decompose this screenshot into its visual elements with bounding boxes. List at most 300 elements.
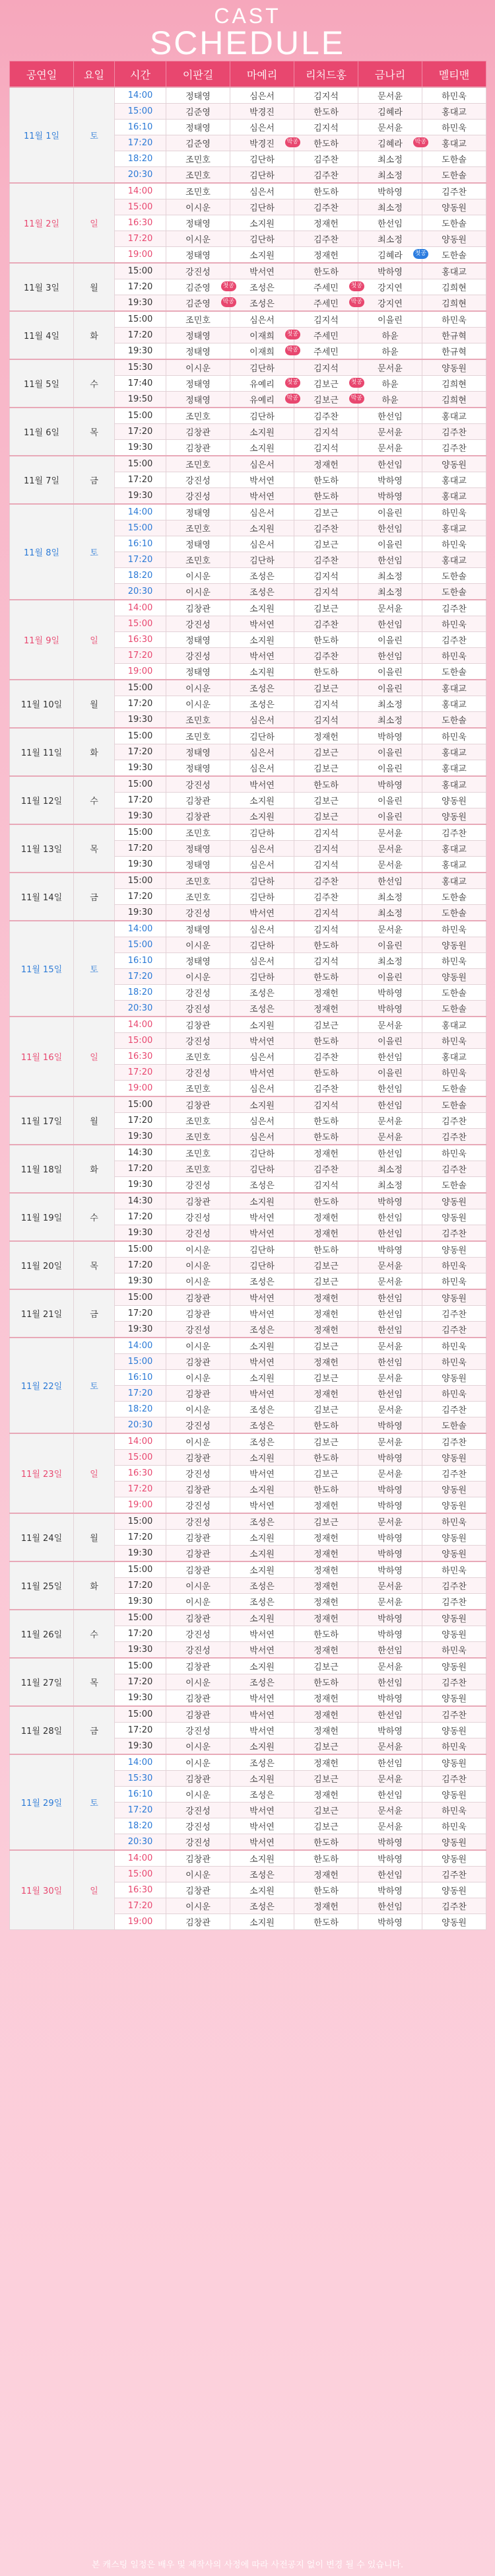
performance-date: 11월 15일	[10, 921, 74, 1017]
cast-name	[294, 295, 362, 312]
show-time	[115, 793, 166, 808]
col-header-date: 공연일	[10, 61, 74, 88]
show-time	[115, 760, 166, 777]
cast-name-text: 박하영	[378, 1838, 403, 1848]
cast-name-text: 박서연	[249, 1294, 275, 1304]
cast-name	[230, 151, 294, 167]
cast-name	[230, 1209, 294, 1225]
cast-name	[358, 985, 422, 1001]
cast-name	[294, 808, 358, 825]
cast-name-text: 양동원	[442, 1534, 467, 1544]
cast-name	[294, 568, 358, 584]
cast-name-text: 김창관	[185, 1694, 211, 1704]
cast-name	[166, 1642, 230, 1659]
cast-name	[294, 488, 358, 505]
cast-name-text: 김창관	[185, 1566, 211, 1576]
show-time	[115, 1402, 166, 1417]
cast-name-text: 김창관	[185, 1390, 211, 1400]
cast-name	[358, 1706, 422, 1723]
performance-weekday: 화	[74, 1561, 115, 1610]
table-row	[10, 456, 486, 472]
cast-name	[358, 1850, 422, 1867]
cast-name-text: 강진성	[185, 1181, 211, 1191]
cast-name	[230, 1338, 294, 1354]
cast-name	[166, 1258, 230, 1273]
cast-name-text: 한선임	[378, 620, 403, 630]
cast-name-text: 박서연	[249, 1807, 275, 1816]
cast-name	[358, 841, 422, 857]
cast-name	[166, 1065, 230, 1081]
cast-name	[358, 1690, 422, 1707]
cast-name-text: 한도하	[314, 1485, 339, 1495]
cast-name-text: 박서연	[249, 1069, 275, 1079]
cast-name	[166, 1658, 230, 1674]
cast-name	[358, 1898, 422, 1914]
cast-name	[358, 504, 422, 520]
cast-name-text: 심은서	[249, 460, 275, 470]
cast-name	[294, 328, 358, 343]
show-time-text: 19:00	[127, 1500, 153, 1510]
cast-name	[294, 584, 358, 600]
cast-name	[422, 1193, 486, 1209]
show-time	[115, 1914, 166, 1930]
show-time-text: 15:00	[127, 106, 153, 116]
cast-name-text: 이시운	[185, 364, 211, 374]
cast-name	[166, 1818, 230, 1834]
cast-name	[230, 1658, 294, 1674]
cast-name	[358, 1289, 422, 1306]
cast-name	[166, 937, 230, 953]
cast-name	[294, 1898, 358, 1914]
performance-weekday: 금	[74, 456, 115, 504]
cast-name	[294, 408, 358, 424]
cast-name	[230, 1402, 294, 1417]
show-time-text: 15:30	[127, 1773, 153, 1783]
cast-name-text: 김지석	[314, 716, 339, 726]
show-time	[115, 1658, 166, 1674]
show-time	[115, 696, 166, 712]
cast-name-text: 박하영	[378, 781, 403, 791]
cast-name	[230, 1898, 294, 1914]
cast-name-text: 정태영	[185, 251, 211, 261]
cast-name	[358, 921, 422, 937]
cast-name-text: 심은서	[249, 1133, 275, 1143]
cast-name-text: 한도하	[314, 1454, 339, 1464]
cast-name-text: 최소정	[378, 700, 403, 710]
cast-name	[294, 905, 358, 921]
show-time-text: 15:00	[127, 828, 153, 838]
cast-name	[294, 311, 358, 328]
cast-name	[422, 536, 486, 552]
cast-name	[422, 1738, 486, 1755]
cast-name	[422, 1754, 486, 1771]
cast-name-text: 소지원	[249, 1454, 275, 1464]
cast-name	[230, 616, 294, 632]
show-time	[115, 392, 166, 408]
cast-name-text: 양동원	[442, 812, 467, 822]
table-row	[10, 921, 486, 937]
cast-name	[230, 488, 294, 505]
cast-name	[166, 104, 230, 120]
cast-name-text: 문서윤	[378, 1262, 403, 1271]
cast-name	[230, 1370, 294, 1386]
cast-name-text: 정재헌	[314, 1501, 339, 1511]
cast-name-text: 한선임	[378, 1390, 403, 1400]
cast-name-text: 소지원	[249, 1614, 275, 1624]
cast-name	[422, 1289, 486, 1306]
cast-name-text: 심은서	[249, 861, 275, 871]
show-time	[115, 712, 166, 729]
cast-name-text: 도한솔	[442, 572, 467, 582]
cast-name	[230, 87, 294, 104]
cast-name	[422, 1882, 486, 1898]
cast-name-text: 소지원	[249, 1485, 275, 1495]
cast-name-text: 소지원	[249, 524, 275, 534]
show-time	[115, 1081, 166, 1097]
show-time	[115, 1273, 166, 1290]
cast-name	[230, 873, 294, 889]
cast-name	[422, 1850, 486, 1867]
performance-weekday: 토	[74, 1754, 115, 1850]
cast-name	[166, 1049, 230, 1065]
cast-name-text: 김주찬	[314, 620, 339, 630]
cast-name	[166, 1882, 230, 1898]
show-time-text: 15:00	[127, 876, 153, 886]
cast-name	[230, 1466, 294, 1482]
cast-name	[358, 1610, 422, 1626]
show-time-text: 15:00	[127, 459, 153, 469]
cast-name	[166, 1161, 230, 1177]
cast-name	[294, 1370, 358, 1386]
cast-name	[422, 311, 486, 328]
cast-name-text: 한도하	[314, 1855, 339, 1865]
cast-name	[166, 969, 230, 985]
cast-name	[358, 87, 422, 104]
performance-badge: 첫공	[285, 378, 300, 388]
cast-name	[358, 712, 422, 729]
cast-name-text: 강진성	[185, 1822, 211, 1832]
performance-weekday: 월	[74, 263, 115, 311]
cast-name-text: 정태영	[185, 764, 211, 774]
performance-date: 11월 16일	[10, 1017, 74, 1096]
cast-name-text: 양동원	[442, 1663, 467, 1672]
cast-name	[230, 969, 294, 985]
cast-name-text: 정태영	[185, 347, 211, 357]
cast-name	[422, 1626, 486, 1642]
cast-name-text: 한선임	[378, 1294, 403, 1304]
cast-name	[422, 408, 486, 424]
show-time	[115, 776, 166, 793]
cast-name	[294, 424, 358, 440]
cast-name	[358, 376, 422, 392]
cast-name	[422, 1818, 486, 1834]
cast-name-text: 박서연	[249, 1229, 275, 1239]
show-time	[115, 1113, 166, 1129]
cast-name-text: 김창관	[185, 1021, 211, 1031]
cast-name-text: 조민호	[185, 1085, 211, 1094]
cast-name	[422, 359, 486, 376]
cast-name	[422, 488, 486, 505]
table-row	[10, 1610, 486, 1626]
performance-weekday: 월	[74, 1096, 115, 1145]
cast-name	[230, 1386, 294, 1402]
title-cast: CAST	[214, 4, 281, 28]
cast-name-text: 소지원	[249, 428, 275, 438]
cast-name-text: 강진성	[185, 652, 211, 662]
cast-name-text: 문서윤	[378, 1822, 403, 1832]
cast-name	[230, 311, 294, 328]
show-time-text: 17:20	[127, 1067, 153, 1077]
cast-name	[166, 648, 230, 664]
show-time	[115, 921, 166, 937]
cast-name-text: 심은서	[249, 1117, 275, 1127]
show-time-text: 15:00	[127, 1244, 153, 1254]
show-time	[115, 104, 166, 120]
cast-name	[358, 1081, 422, 1097]
cast-name	[230, 712, 294, 729]
cast-name	[230, 456, 294, 472]
cast-name-text: 정태영	[185, 925, 211, 935]
cast-name-text: 김창관	[185, 1663, 211, 1672]
cast-name-text: 김단하	[249, 364, 275, 374]
cast-name	[166, 1113, 230, 1129]
cast-name-text: 정재헌	[314, 1550, 339, 1559]
cast-name-text: 강진성	[185, 1326, 211, 1336]
cast-name	[230, 793, 294, 808]
cast-name	[294, 359, 358, 376]
cast-name-text: 양동원	[442, 941, 467, 951]
cast-name	[166, 1225, 230, 1242]
performance-date: 11월 2일	[10, 183, 74, 263]
cast-name-text: 양동원	[442, 1759, 467, 1769]
cast-name	[166, 1787, 230, 1803]
cast-name-text: 문서윤	[378, 1342, 403, 1352]
cast-name	[230, 1850, 294, 1867]
cast-name	[294, 953, 358, 969]
cast-name	[358, 199, 422, 215]
performance-date: 11월 4일	[10, 311, 74, 359]
show-time-text: 17:20	[127, 138, 153, 148]
cast-name	[166, 696, 230, 712]
cast-name-text: 양동원	[442, 1855, 467, 1865]
cast-name-text: 양동원	[442, 1294, 467, 1304]
show-time-text: 18:20	[127, 1404, 153, 1414]
cast-name	[422, 1273, 486, 1290]
show-time-text: 17:20	[127, 1805, 153, 1815]
cast-name-text: 김보근	[314, 509, 339, 519]
cast-name-text: 조성은	[249, 1438, 275, 1448]
cast-name-text: 박서연	[249, 1822, 275, 1832]
cast-name	[230, 536, 294, 552]
cast-name-text: 김혜라	[378, 251, 403, 261]
cast-name-text: 강진성	[185, 476, 211, 486]
cast-name-text: 박서연	[249, 492, 275, 502]
show-time-text: 19:30	[127, 1180, 153, 1190]
cast-name	[166, 680, 230, 696]
cast-name-text: 박하영	[378, 1246, 403, 1256]
cast-name-text: 홍대교	[442, 412, 467, 422]
cast-name	[422, 1145, 486, 1161]
cast-name	[166, 1177, 230, 1194]
cast-name-text: 문서윤	[378, 845, 403, 855]
cast-name	[422, 1497, 486, 1514]
cast-name-text: 조성은	[249, 1678, 275, 1688]
show-time-text: 14:00	[127, 186, 153, 196]
cast-name-text: 박하영	[378, 188, 403, 197]
cast-name	[230, 1193, 294, 1209]
col-header-time: 시간	[115, 61, 166, 88]
cast-name-text: 문서윤	[378, 1775, 403, 1785]
show-time-text: 15:00	[127, 1452, 153, 1462]
cast-name-text: 심은서	[249, 716, 275, 726]
performance-weekday: 금	[74, 1706, 115, 1754]
cast-name-text: 홍대교	[442, 700, 467, 710]
cast-name-text: 정재헌	[314, 1871, 339, 1880]
cast-name-text: 하윤	[381, 347, 399, 357]
cast-name	[422, 1001, 486, 1017]
cast-name-text: 김창관	[185, 1534, 211, 1544]
cast-name-text: 문서윤	[378, 1374, 403, 1384]
cast-name-text: 조성은	[249, 572, 275, 582]
cast-name	[358, 1546, 422, 1562]
cast-name	[230, 1690, 294, 1707]
show-time-text: 19:30	[127, 1741, 153, 1751]
cast-name-text: 소지원	[249, 1550, 275, 1559]
cast-name	[166, 440, 230, 456]
cast-name-text: 하민욱	[442, 1262, 467, 1271]
cast-name-text: 이시운	[185, 588, 211, 598]
cast-name	[422, 1594, 486, 1610]
show-time-text: 16:30	[127, 1468, 153, 1478]
cast-name-text: 도한솔	[442, 155, 467, 165]
cast-name	[166, 151, 230, 167]
show-time-text: 17:20	[127, 282, 153, 292]
cast-name-text: 박하영	[378, 1198, 403, 1207]
cast-name	[230, 1322, 294, 1338]
cast-name-text: 심은서	[249, 748, 275, 758]
cast-name	[358, 1738, 422, 1755]
cast-name-text: 김주찬	[314, 524, 339, 534]
show-time	[115, 1258, 166, 1273]
show-time	[115, 1834, 166, 1851]
performance-badge: 막공	[349, 394, 364, 404]
cast-name	[230, 504, 294, 520]
cast-name	[358, 1225, 422, 1242]
cast-name	[166, 616, 230, 632]
show-time	[115, 1241, 166, 1258]
performance-date: 11월 8일	[10, 504, 74, 600]
show-time	[115, 199, 166, 215]
cast-name	[422, 1402, 486, 1417]
performance-weekday: 수	[74, 776, 115, 824]
cast-name	[294, 680, 358, 696]
cast-name-text: 문서윤	[378, 1598, 403, 1608]
cast-name	[358, 600, 422, 616]
show-time-text: 17:20	[127, 330, 153, 340]
cast-name	[422, 1065, 486, 1081]
cast-name	[358, 1306, 422, 1322]
cast-name	[166, 1898, 230, 1914]
col-header-role-4: 금나리	[358, 61, 422, 88]
cast-name	[166, 857, 230, 873]
cast-name	[294, 1513, 358, 1530]
show-time	[115, 632, 166, 648]
show-time-text: 16:30	[127, 218, 153, 228]
cast-name	[294, 135, 358, 151]
cast-name	[358, 696, 422, 712]
cast-name-text: 이시운	[185, 1342, 211, 1352]
cast-name	[422, 1561, 486, 1578]
cast-name-text: 김단하	[249, 235, 275, 245]
cast-name-text: 김준영	[185, 299, 211, 309]
cast-name-text: 심은서	[249, 188, 275, 197]
cast-name-text: 홍대교	[442, 492, 467, 502]
show-time	[115, 1033, 166, 1049]
cast-name-text: 정재헌	[314, 1358, 339, 1368]
show-time	[115, 408, 166, 424]
cast-name	[294, 985, 358, 1001]
performance-badge: 막공	[285, 345, 300, 355]
cast-name-text: 도한솔	[442, 1085, 467, 1094]
cast-name-text: 도한솔	[442, 1181, 467, 1191]
show-time	[115, 1867, 166, 1882]
cast-name	[294, 824, 358, 841]
table-row	[10, 1289, 486, 1306]
cast-name	[294, 1001, 358, 1017]
cast-name	[358, 247, 426, 264]
cast-name	[166, 600, 230, 616]
cast-name	[230, 1642, 294, 1659]
cast-name	[166, 921, 230, 937]
cast-name-text: 조성은	[249, 684, 275, 694]
show-time	[115, 1338, 166, 1354]
cast-name-text: 하민욱	[442, 733, 467, 742]
cast-name	[166, 1497, 230, 1514]
cast-name	[230, 1433, 294, 1450]
show-time-text: 17:20	[127, 1532, 153, 1542]
show-time	[115, 1193, 166, 1209]
cast-name-text: 정재헌	[314, 1310, 339, 1320]
cast-name-text: 이시운	[185, 973, 211, 983]
cast-name	[166, 1513, 230, 1530]
performance-weekday: 수	[74, 1193, 115, 1241]
show-time-text: 17:40	[127, 378, 153, 388]
cast-name	[422, 889, 486, 905]
cast-name-text: 강진성	[185, 1646, 211, 1656]
show-time	[115, 1787, 166, 1803]
performance-weekday: 일	[74, 183, 115, 263]
cast-name-text: 김주찬	[442, 1406, 467, 1415]
cast-name	[230, 1882, 294, 1898]
cast-name-text: 김주찬	[314, 1053, 339, 1063]
show-time	[115, 536, 166, 552]
cast-name-text: 김보근	[314, 1663, 339, 1672]
cast-name	[358, 616, 422, 632]
show-time-text: 19:30	[127, 908, 153, 917]
cast-name-text: 최소정	[378, 716, 403, 726]
cast-name	[166, 1145, 230, 1161]
cast-name	[166, 1738, 230, 1755]
cast-name	[230, 472, 294, 488]
cast-name	[294, 937, 358, 953]
cast-name	[166, 1096, 230, 1113]
show-time-text: 14:00	[127, 603, 153, 613]
cast-name	[230, 1289, 294, 1306]
cast-name-text: 정태영	[185, 636, 211, 646]
cast-name	[294, 1096, 358, 1113]
cast-name-text: 양동원	[442, 973, 467, 983]
show-time	[115, 1306, 166, 1322]
